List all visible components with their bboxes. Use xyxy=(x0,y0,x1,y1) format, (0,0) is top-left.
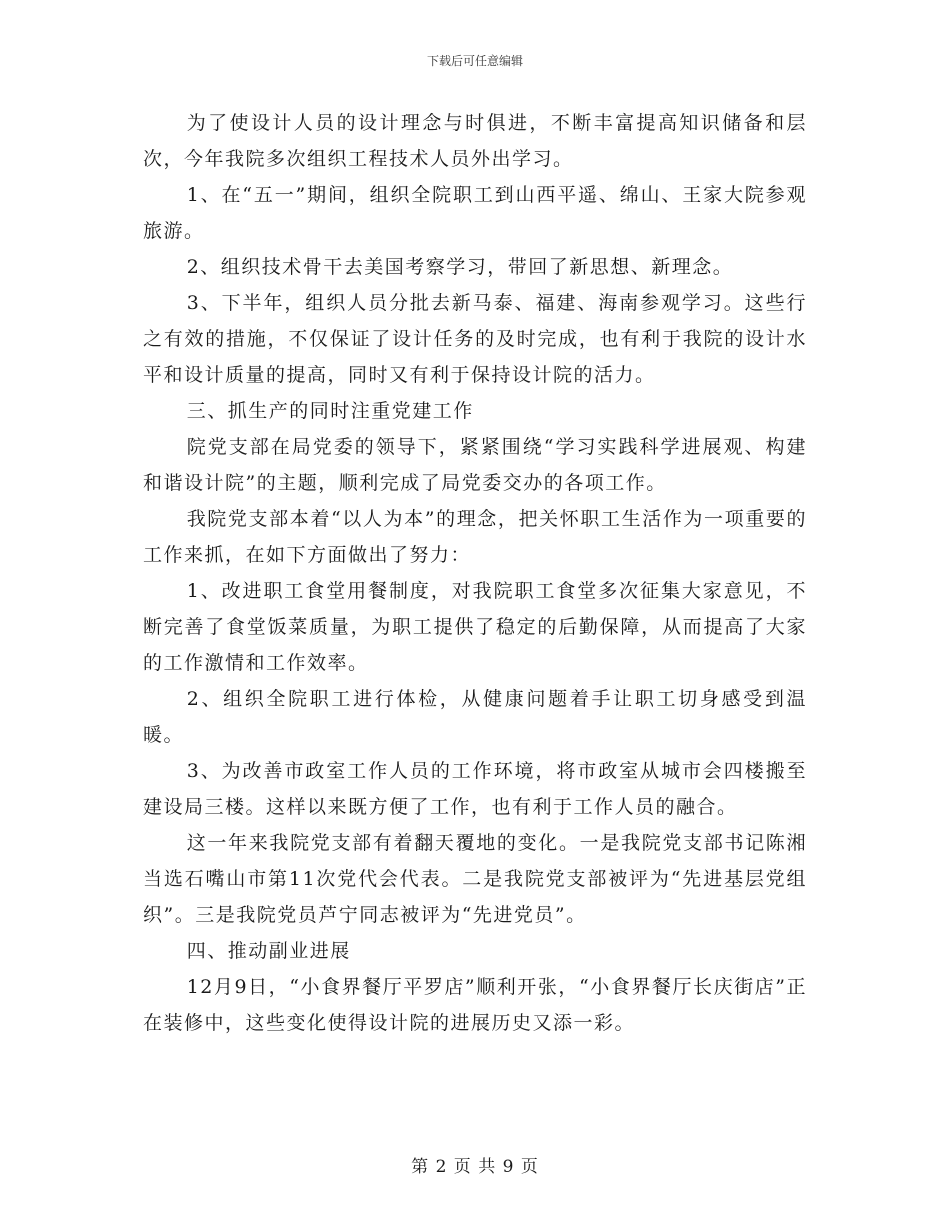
paragraph: 2、组织技术骨干去美国考察学习，带回了新思想、新理念。 xyxy=(186,256,734,278)
page-number-footer: 第 2 页 共 9 页 xyxy=(411,1157,539,1177)
section-heading: 四、推动副业进展 xyxy=(186,940,351,962)
paragraph: 3、下半年，组织人员分批去新马泰、福建、海南参观学习。这些行之有效的措施，不仅保证了设计任务的及时完成，也有利于我院的设计水平和设计质量的提高，同时又有利于保持设计院的活力。 xyxy=(143,292,807,386)
paragraph: 12月9日，“小食界餐厅平罗店”顺利开张，“小食界餐厅长庆街店”正在装修中，这些变化使得设计院的进展历史又添一彩。 xyxy=(143,976,807,1034)
paragraph: 3、为改善市政室工作人员的工作环境，将市政室从城市会四楼搬至建设局三楼。这样以来既方便了工作，也有利于工作人员的融合。 xyxy=(143,760,807,818)
paragraph: 2、组织全院职工进行体检，从健康问题着手让职工切身感受到温暖。 xyxy=(143,688,807,746)
section-heading: 三、抓生产的同时注重党建工作 xyxy=(186,400,474,422)
paragraph: 这一年来我院党支部有着翻天覆地的变化。一是我院党支部书记陈湘当选石嘴山市第11次党代会代表。二是我院党支部被评为“先进基层党组织”。三是我院党员芦宁同志被评为“先进党员”。 xyxy=(143,832,807,926)
paragraph: 1、在“五一”期间，组织全院职工到山西平遥、绵山、王家大院参观旅游。 xyxy=(143,184,807,242)
document-body xyxy=(143,105,807,1041)
paragraph: 我院党支部本着“以人为本”的理念，把关怀职工生活作为一项重要的工作来抓，在如下方面做出了努力： xyxy=(143,508,807,566)
paragraph: 为了使设计人员的设计理念与时俱进，不断丰富提高知识储备和层次，今年我院多次组织工程技术人员外出学习。 xyxy=(143,112,807,170)
paragraph: 院党支部在局党委的领导下，紧紧围绕“学习实践科学进展观、构建和谐设计院”的主题，顺利完成了局党委交办的各项工作。 xyxy=(143,436,807,494)
page-header-note: 下载后可任意编辑 xyxy=(426,54,523,68)
paragraph: 1、改进职工食堂用餐制度，对我院职工食堂多次征集大家意见，不断完善了食堂饭菜质量，为职工提供了稳定的后勤保障，从而提高了大家的工作激情和工作效率。 xyxy=(143,580,807,674)
